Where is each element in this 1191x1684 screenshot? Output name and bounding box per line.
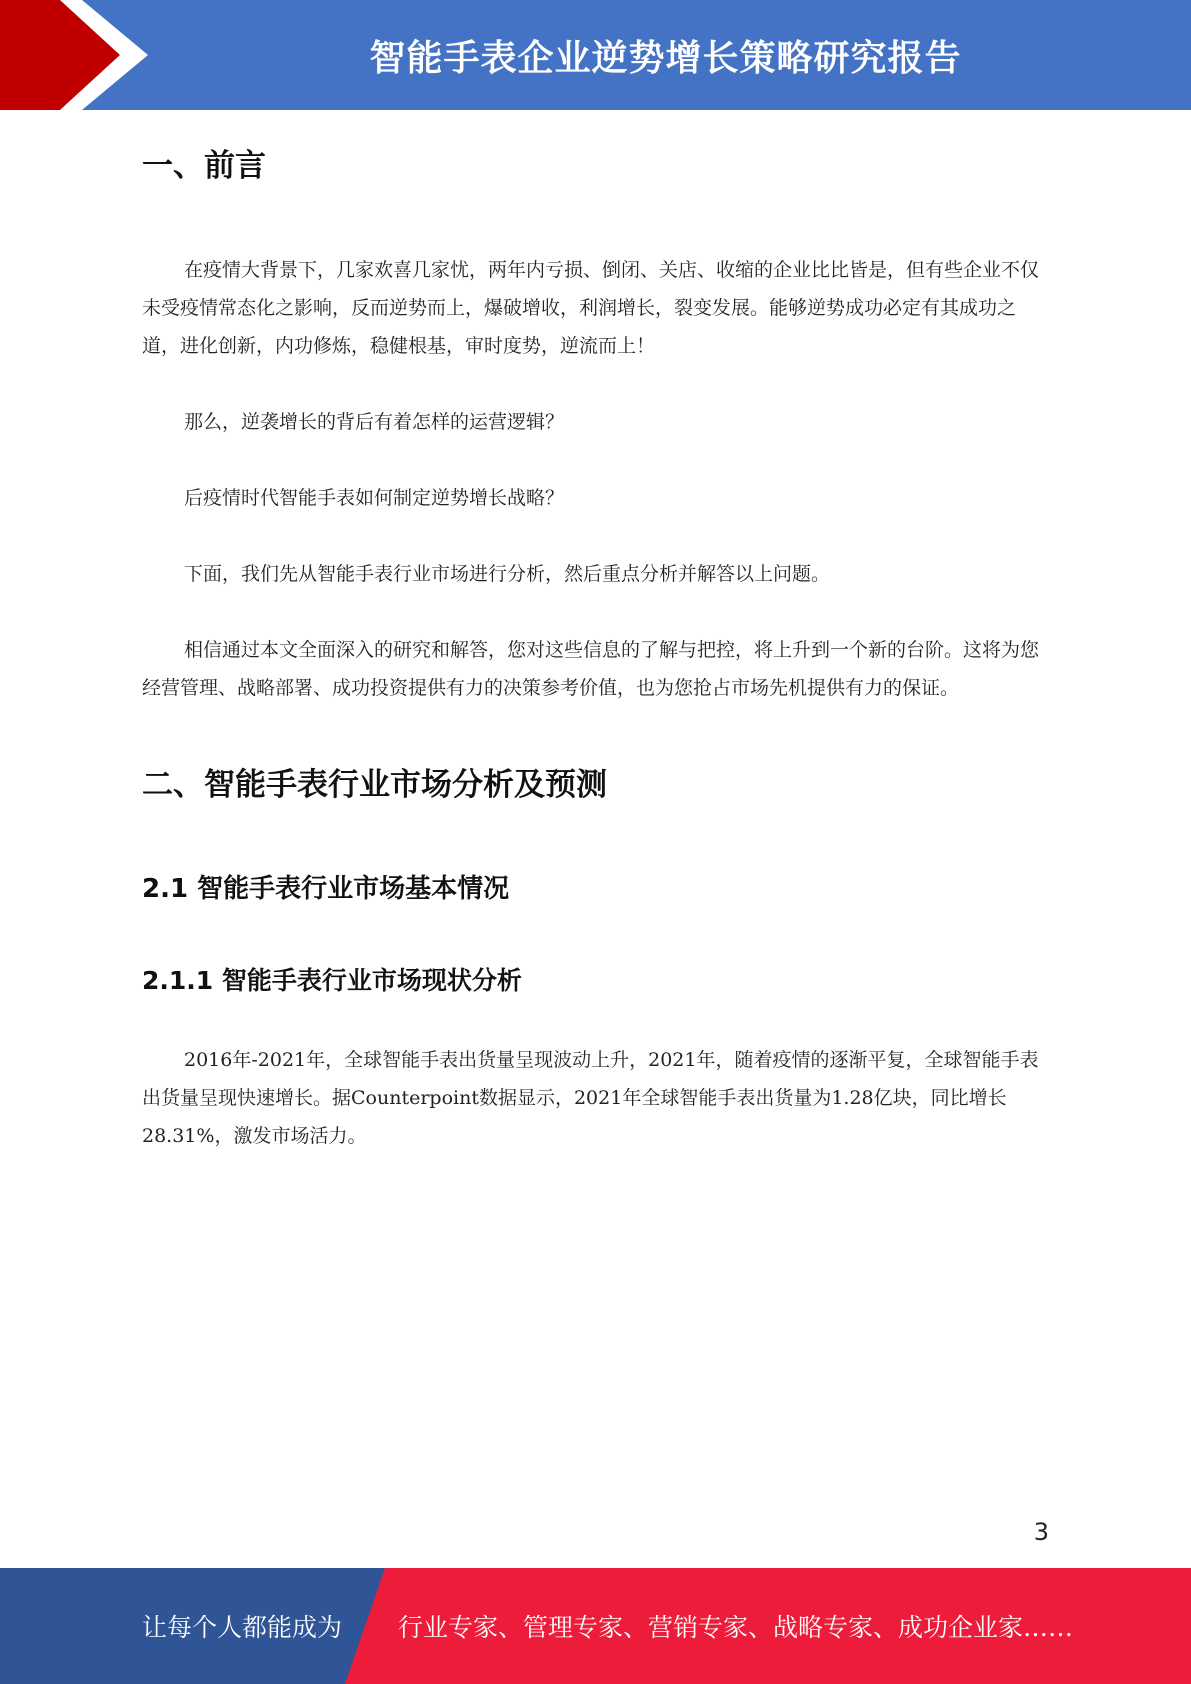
header-banner: [0, 0, 1191, 110]
footer-banner: [0, 1568, 1191, 1684]
section-heading-market-analysis: 二、智能手表行业市场分析及预测: [142, 767, 607, 803]
subsection-heading-2-1-1: 2.1.1 智能手表行业市场现状分析: [142, 966, 522, 995]
footer-slogan-left: 让每个人都能成为: [142, 1613, 343, 1642]
paragraph: 相信通过本文全面深入的研究和解答，您对这些信息的了解与把控，将上升到一个新的台阶。这将为您经营管理、战略部署、成功投资提供有力的决策参考价值，也为您抢占市场先机提供有力的保证。: [142, 639, 1040, 699]
footer-slogan-right: 行业专家、管理专家、营销专家、战略专家、成功企业家……: [398, 1613, 1074, 1642]
report-title: 智能手表企业逆势增长策略研究报告: [369, 37, 962, 79]
paragraph: 下面，我们先从智能手表行业市场进行分析，然后重点分析并解答以上问题。: [184, 563, 831, 585]
paragraph: 那么，逆袭增长的背后有着怎样的运营逻辑？: [184, 411, 565, 433]
paragraph: 后疫情时代智能手表如何制定逆势增长战略？: [184, 487, 565, 509]
document-body: [142, 130, 1047, 1155]
section-heading-preface: 一、前言: [142, 148, 266, 184]
subsection-heading-2-1: 2.1 智能手表行业市场基本情况: [142, 874, 510, 904]
paragraph: 在疫情大背景下，几家欢喜几家忧，两年内亏损、倒闭、关店、收缩的企业比比皆是，但有些企业不仅未受疫情常态化之影响，反而逆势而上，爆破增收，利润增长，裂变发展。能够逆势成功必定有其成功之道，进化创新，内功修炼，稳健根基，审时度势，逆流而上！: [142, 259, 1040, 357]
header-arrow-decoration: [0, 0, 160, 110]
paragraph: 2016年-2021年，全球智能手表出货量呈现波动上升，2021年，随着疫情的逐渐平复，全球智能手表出货量呈现快速增长。据Counterpoint数据显示，2021年全球智能手表出货量为1.28亿块，同比增长28.31%，激发市场活力。: [142, 1049, 1039, 1147]
page-number: 3: [1033, 1518, 1049, 1546]
